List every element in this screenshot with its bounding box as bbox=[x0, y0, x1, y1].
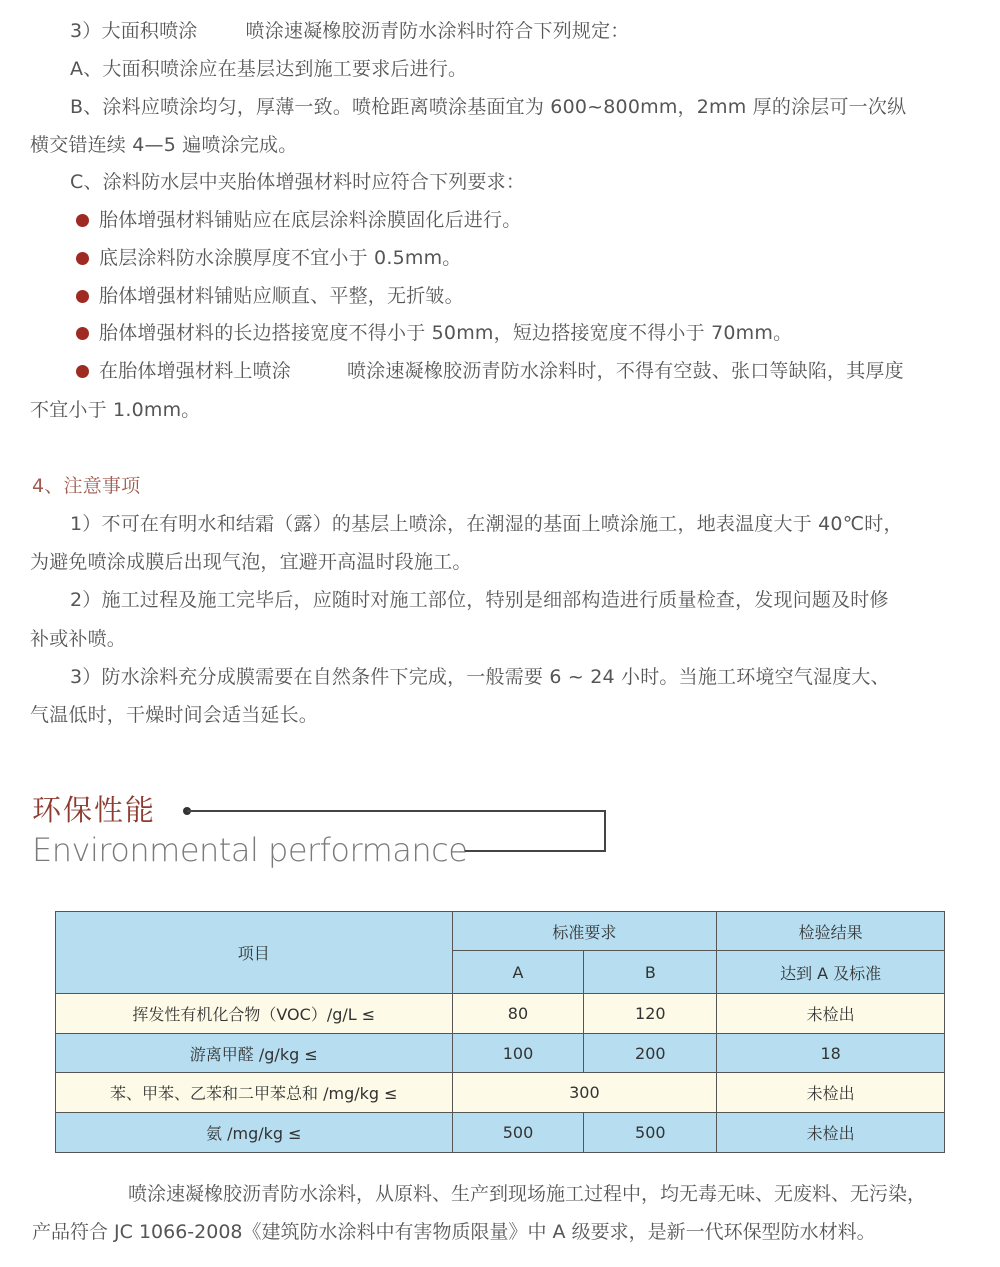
row-result: 未检出 bbox=[717, 1073, 945, 1113]
bullet-dot-icon bbox=[76, 214, 89, 227]
bullet-dot-icon bbox=[76, 290, 89, 303]
bullet-text-cont: 喷涂速凝橡胶沥青防水涂料时，不得有空鼓、张口等缺陷，其厚度 bbox=[347, 360, 904, 382]
row-b: 200 bbox=[584, 1034, 717, 1073]
note2-line1: 2）施工过程及施工完毕后，应随时对施工部位，特别是细部构造进行质量检查，发现问题及时修 bbox=[70, 589, 889, 611]
item-c: C、涂料防水层中夹胎体增强材料时应符合下列要求： bbox=[70, 171, 526, 193]
bullet-text: 胎体增强材料铺贴应顺直、平整，无折皱。 bbox=[99, 285, 464, 307]
bullet-text: 胎体增强材料铺贴应在底层涂料涂膜固化后进行。 bbox=[99, 209, 522, 231]
item-b-line2: 横交错连续 4—5 遍喷涂完成。 bbox=[30, 134, 298, 156]
item-a: A、大面积喷涂应在基层达到施工要求后进行。 bbox=[70, 58, 468, 80]
section3-heading-label: 3）大面积喷涂 bbox=[70, 20, 198, 42]
bullet-item bbox=[76, 359, 904, 383]
row-result: 未检出 bbox=[717, 994, 945, 1034]
environmental-performance-table bbox=[55, 911, 945, 1153]
section4-title: 4、注意事项 bbox=[32, 475, 141, 497]
env-title-en: Environmental performance bbox=[32, 831, 468, 869]
note3-line1: 3）防水涂料充分成膜需要在自然条件下完成，一般需要 6 ~ 24 小时。当施工环境空气湿度大、 bbox=[70, 666, 890, 688]
heading-bracket-decoration bbox=[150, 800, 610, 860]
bullet-item bbox=[76, 284, 464, 308]
bullet5-line2: 不宜小于 1.0mm。 bbox=[30, 399, 201, 421]
note3-line2: 气温低时，干燥时间会适当延长。 bbox=[30, 704, 319, 726]
table-row bbox=[56, 1073, 945, 1113]
header-result: 检验结果 bbox=[717, 912, 945, 951]
bullet-text: 底层涂料防水涂膜厚度不宜小于 0.5mm。 bbox=[99, 247, 462, 269]
header-item: 项目 bbox=[56, 912, 453, 994]
row-item: 苯、甲苯、乙苯和二甲苯总和 /mg/kg ≤ bbox=[56, 1073, 453, 1113]
bullet-text: 在胎体增强材料上喷涂 bbox=[99, 360, 292, 382]
row-item: 氨 /mg/kg ≤ bbox=[56, 1113, 453, 1153]
subheader-result: 达到 A 及标准 bbox=[717, 951, 945, 994]
section3-heading-text: 喷涂速凝橡胶沥青防水涂料时符合下列规定： bbox=[245, 20, 630, 42]
bullet-dot-icon bbox=[76, 327, 89, 340]
row-a: 100 bbox=[452, 1034, 584, 1073]
section3-heading bbox=[70, 19, 630, 43]
table-row bbox=[56, 994, 945, 1034]
note1-line2: 为避免喷涂成膜后出现气泡，宜避开高温时段施工。 bbox=[30, 551, 472, 573]
row-b: 120 bbox=[584, 994, 717, 1034]
bullet-dot-icon bbox=[76, 252, 89, 265]
bullet-item bbox=[76, 208, 521, 232]
table-row bbox=[56, 1034, 945, 1073]
bullet-dot-icon bbox=[76, 365, 89, 378]
header-standard: 标准要求 bbox=[452, 912, 717, 951]
bullet-item bbox=[76, 321, 792, 345]
row-result: 18 bbox=[717, 1034, 945, 1073]
summary-line1: 喷涂速凝橡胶沥青防水涂料，从原料、生产到现场施工过程中，均无毒无味、无废料、无污染， bbox=[128, 1183, 927, 1205]
subheader-a: A bbox=[452, 951, 584, 994]
row-a: 80 bbox=[452, 994, 584, 1034]
env-title-cn: 环保性能 bbox=[32, 793, 157, 827]
row-result: 未检出 bbox=[717, 1113, 945, 1153]
row-item: 挥发性有机化合物（VOC）/g/L ≤ bbox=[56, 994, 453, 1034]
row-item: 游离甲醛 /g/kg ≤ bbox=[56, 1034, 453, 1073]
bullet-item bbox=[76, 246, 461, 270]
bullet-text: 胎体增强材料的长边搭接宽度不得小于 50mm，短边搭接宽度不得小于 70mm。 bbox=[99, 322, 793, 344]
table-row bbox=[56, 1113, 945, 1153]
note1-line1: 1）不可在有明水和结霜（露）的基层上喷涂，在潮湿的基面上喷涂施工，地表温度大于 40℃时， bbox=[70, 513, 903, 535]
row-a: 500 bbox=[452, 1113, 584, 1153]
subheader-b: B bbox=[584, 951, 717, 994]
row-ab: 300 bbox=[452, 1073, 717, 1113]
note2-line2: 补或补喷。 bbox=[30, 628, 127, 650]
row-b: 500 bbox=[584, 1113, 717, 1153]
item-b-line1: B、涂料应喷涂均匀，厚薄一致。喷枪距离喷涂基面宜为 600~800mm，2mm 厚的涂层可一次纵 bbox=[70, 96, 907, 118]
summary-line2: 产品符合 JC 1066-2008《建筑防水涂料中有害物质限量》中 A 级要求，是新一代环保型防水材料。 bbox=[32, 1221, 876, 1243]
